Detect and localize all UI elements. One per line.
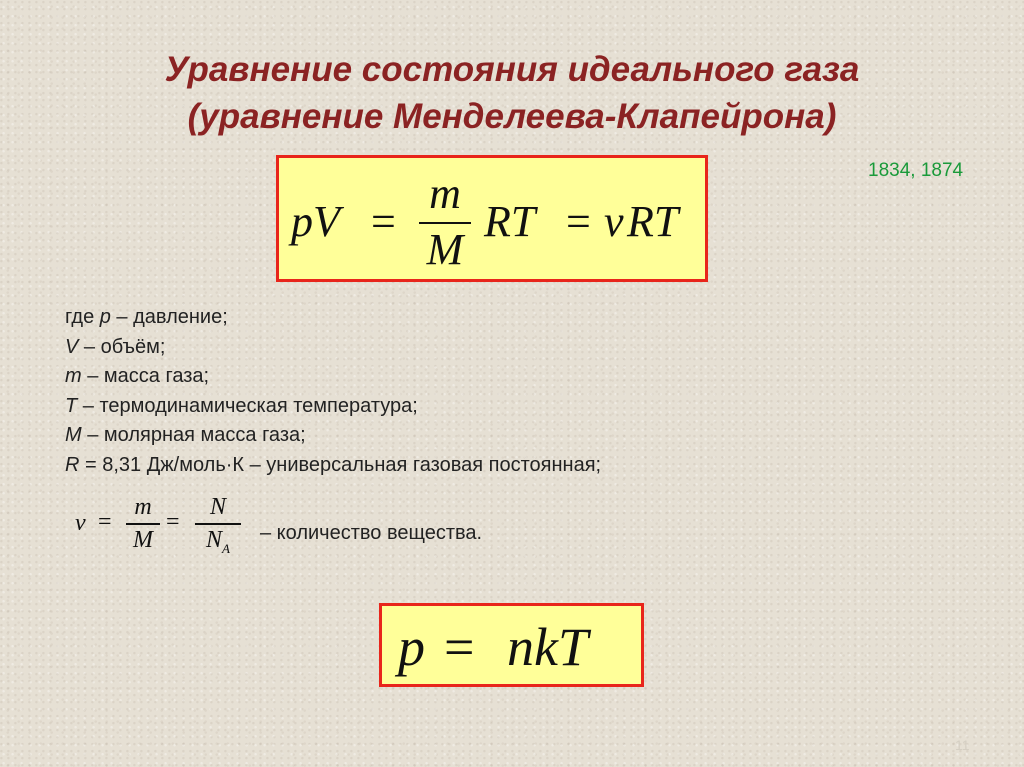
nu-fraction-1: [126, 495, 160, 552]
fraction-bar: [419, 222, 471, 224]
definition-text: – молярная масса газа;: [81, 424, 306, 447]
definition-row: где p – давление;: [65, 306, 228, 328]
formula-nu: ν: [604, 197, 624, 246]
formula-rt-2: RT: [627, 197, 679, 246]
page-number: 11: [955, 737, 970, 753]
title-line-1: Уравнение состояния идеального газа: [164, 50, 860, 89]
definition-symbol: m: [65, 365, 82, 388]
formula-eq-1: =: [371, 197, 396, 246]
title-line-2: (уравнение Менделеева-Клапейрона): [187, 97, 837, 136]
definition-row: [65, 451, 601, 481]
definition-text: – масса газа;: [81, 365, 210, 388]
definition-symbol: p: [99, 306, 111, 328]
nu-f2-numerator: N: [209, 494, 226, 520]
nu-f2-bar: [195, 523, 241, 525]
definition-symbol: T: [65, 394, 78, 417]
formula-rt-1: RT: [484, 197, 536, 246]
nu-f2-denominator: $N_A$: [206, 526, 230, 556]
nu-f1-denominator: M: [133, 526, 153, 553]
nu-eq-1: =: [98, 509, 112, 535]
definition-row: [65, 333, 601, 363]
definition-symbol: V: [65, 335, 79, 358]
nu-eq-2: =: [166, 509, 180, 535]
definition-text: – объём;: [78, 335, 166, 358]
nu-f1-bar: [126, 523, 160, 525]
nu-fraction-2: [195, 495, 241, 554]
definition-row: [65, 362, 601, 392]
formula2-lhs: p: [398, 617, 425, 677]
formula-fraction: [419, 169, 471, 274]
definition-text: – термодинамическая температура;: [77, 394, 418, 417]
slide-title: [0, 46, 1024, 140]
formula2-eq: =: [444, 617, 475, 677]
definition-row: [65, 392, 601, 422]
definition-symbol: M: [65, 424, 82, 447]
nu-description: – количество вещества.: [260, 522, 483, 544]
definition-text: = 8,31 Дж/моль·К – универсальная газовая постоянная;: [79, 453, 602, 476]
formula-lhs: pV: [291, 197, 340, 246]
fraction-numerator: m: [429, 169, 461, 218]
nu-f1-numerator: m: [134, 494, 152, 520]
nu-f2-subscript: A: [222, 540, 230, 556]
fraction-denominator: M: [426, 225, 464, 274]
formula2-rhs: nkT: [507, 617, 588, 677]
formula-eq-2: =: [566, 197, 591, 246]
definitions-list: [65, 303, 601, 481]
main-formula-box: [276, 155, 708, 282]
nu-symbol: ν: [75, 510, 86, 536]
definition-row: [65, 421, 601, 451]
definition-symbol: R: [65, 453, 80, 476]
second-formula-box: [379, 603, 644, 687]
years-label: 1834, 1874: [868, 160, 964, 181]
definition-text: – давление;: [110, 306, 228, 328]
